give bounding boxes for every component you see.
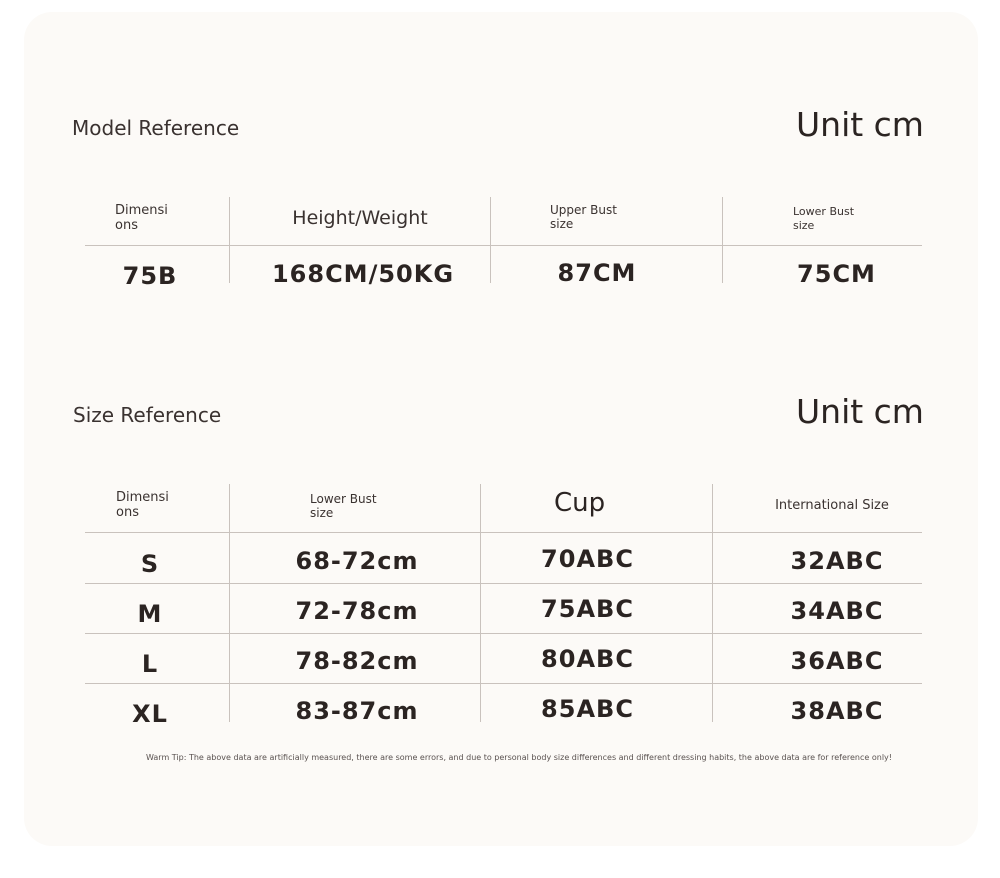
header-line: size <box>310 506 334 520</box>
size-cell-lower-bust: 78-82cm <box>295 647 419 675</box>
header-line: Dimensi <box>115 203 168 218</box>
size-unit-label: Unit cm <box>796 392 924 431</box>
model-unit-label: Unit cm <box>796 105 924 144</box>
size-row-divider <box>85 583 922 584</box>
size-cell-cup: 85ABC <box>541 695 634 723</box>
size-cell-dimension: XL <box>132 700 168 728</box>
size-cell-cup: 75ABC <box>541 595 634 623</box>
header-line: Upper Bust <box>550 203 617 217</box>
size-cell-lower-bust: 72-78cm <box>295 597 419 625</box>
size-cell-international: 34ABC <box>790 597 884 625</box>
header-line: size <box>793 219 815 232</box>
header-line: ons <box>116 505 139 520</box>
size-cell-international: 36ABC <box>790 647 884 675</box>
model-reference-title: Model Reference <box>72 116 240 140</box>
size-cell-lower-bust: 83-87cm <box>295 697 419 725</box>
size-row-divider <box>85 683 922 684</box>
header-line: Lower Bust <box>793 205 855 218</box>
size-header-international: International Size <box>775 498 889 513</box>
size-cell-cup: 80ABC <box>541 645 634 673</box>
model-header-height-weight: Height/Weight <box>292 207 428 229</box>
size-cell-cup: 70ABC <box>541 545 634 573</box>
size-cell-dimension: M <box>137 600 163 628</box>
size-reference-title: Size Reference <box>73 403 222 427</box>
header-line: size <box>550 217 574 231</box>
header-line: Lower Bust <box>310 492 377 506</box>
model-cell-dimensions: 75B <box>122 262 178 290</box>
model-cell-upper-bust: 87CM <box>557 259 637 287</box>
model-header-upper-bust <box>550 203 617 231</box>
size-cell-international: 38ABC <box>790 697 884 725</box>
size-header-dimensions <box>116 490 169 520</box>
model-cell-lower-bust: 75CM <box>797 260 876 288</box>
header-line: Dimensi <box>116 490 169 505</box>
header-line: ons <box>115 218 138 233</box>
warm-tip-note: Warm Tip: The above data are artificially measured, there are some errors, and due to personal body size differences and different dressing habits, the above data are for reference only! <box>146 753 892 762</box>
size-row-divider <box>85 633 922 634</box>
size-cell-lower-bust: 68-72cm <box>295 547 419 575</box>
size-cell-dimension: S <box>140 550 160 578</box>
size-cell-dimension: L <box>141 650 159 678</box>
size-row-divider <box>85 532 922 533</box>
size-header-lower-bust <box>310 492 377 520</box>
model-header-dimensions <box>115 203 168 233</box>
model-cell-height-weight: 168CM/50KG <box>271 260 455 288</box>
model-header-lower-bust <box>793 205 854 233</box>
model-header-divider <box>85 245 922 246</box>
size-cell-international: 32ABC <box>790 547 884 575</box>
size-header-cup: Cup <box>554 488 606 518</box>
